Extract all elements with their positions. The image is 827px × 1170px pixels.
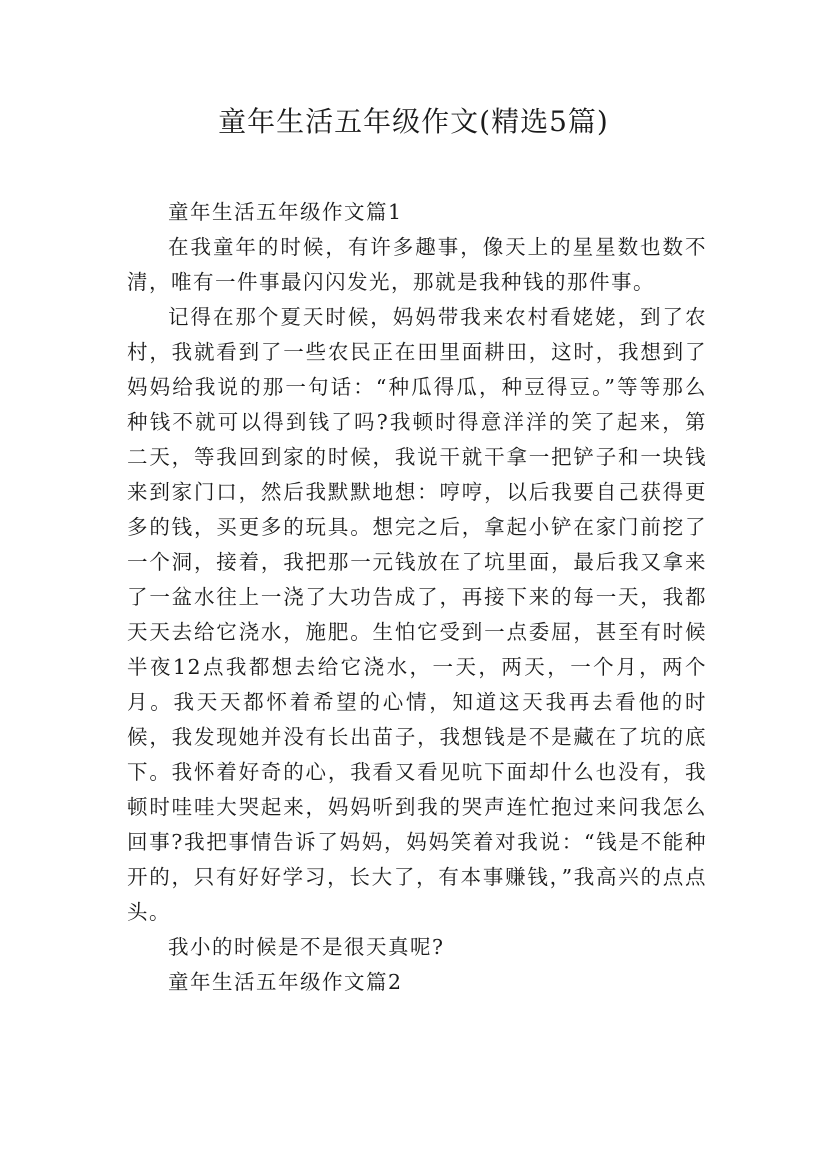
document-body: [127, 195, 707, 1000]
section-heading-1: 童年生活五年级作文篇1: [168, 200, 403, 224]
paragraph-intro: 在我童年的时候，有许多趣事，像天上的星星数也数不清，唯有一件事最闪闪发光，那就是我种钱的那件事。: [127, 235, 707, 294]
section-heading-2: 童年生活五年级作文篇2: [168, 970, 403, 994]
paragraph-story: 记得在那个夏天时候，妈妈带我来农村看姥姥，到了农村，我就看到了一些农民正在田里面耕田，这时，我想到了妈妈给我说的那一句话：“种瓜得瓜，种豆得豆。”等等那么种钱不就可以得到钱了吗?我顿时得意洋洋的笑了起来，第二天，等我回到家的时候，我说干就干拿一把铲子和一块钱来到家门口，然后我默默地想：哼哼，以后我要自己获得更多的钱，买更多的玩具。想完之后，拿起小铲在家门前挖了一个洞，接着，我把那一元钱放在了坑里面，最后我又拿来了一盆水往上一浇了大功告成了，再接下来的每一天，我都天天去给它浇水，施肥。生怕它受到一点委屈，甚至有时候半夜12点我都想去给它浇水，一天，两天，一个月，两个月。我天天都怀着希望的心情，知道这天我再去看他的时候，我发现她并没有长出苗子，我想钱是不是藏在了坑的底下。我怀着好奇的心，我看又看见吭下面却什么也没有，我顿时哇哇大哭起来，妈妈听到我的哭声连忙抱过来问我怎么回事?我把事情告诉了妈妈，妈妈笑着对我说：“钱是不能种开的，只有好好学习，长大了，有本事赚钱，”我高兴的点点头。: [127, 305, 707, 924]
document-title: 童年生活五年级作文(精选5篇): [218, 105, 609, 138]
paragraph-closing: 我小的时候是不是很天真呢?: [168, 935, 445, 959]
